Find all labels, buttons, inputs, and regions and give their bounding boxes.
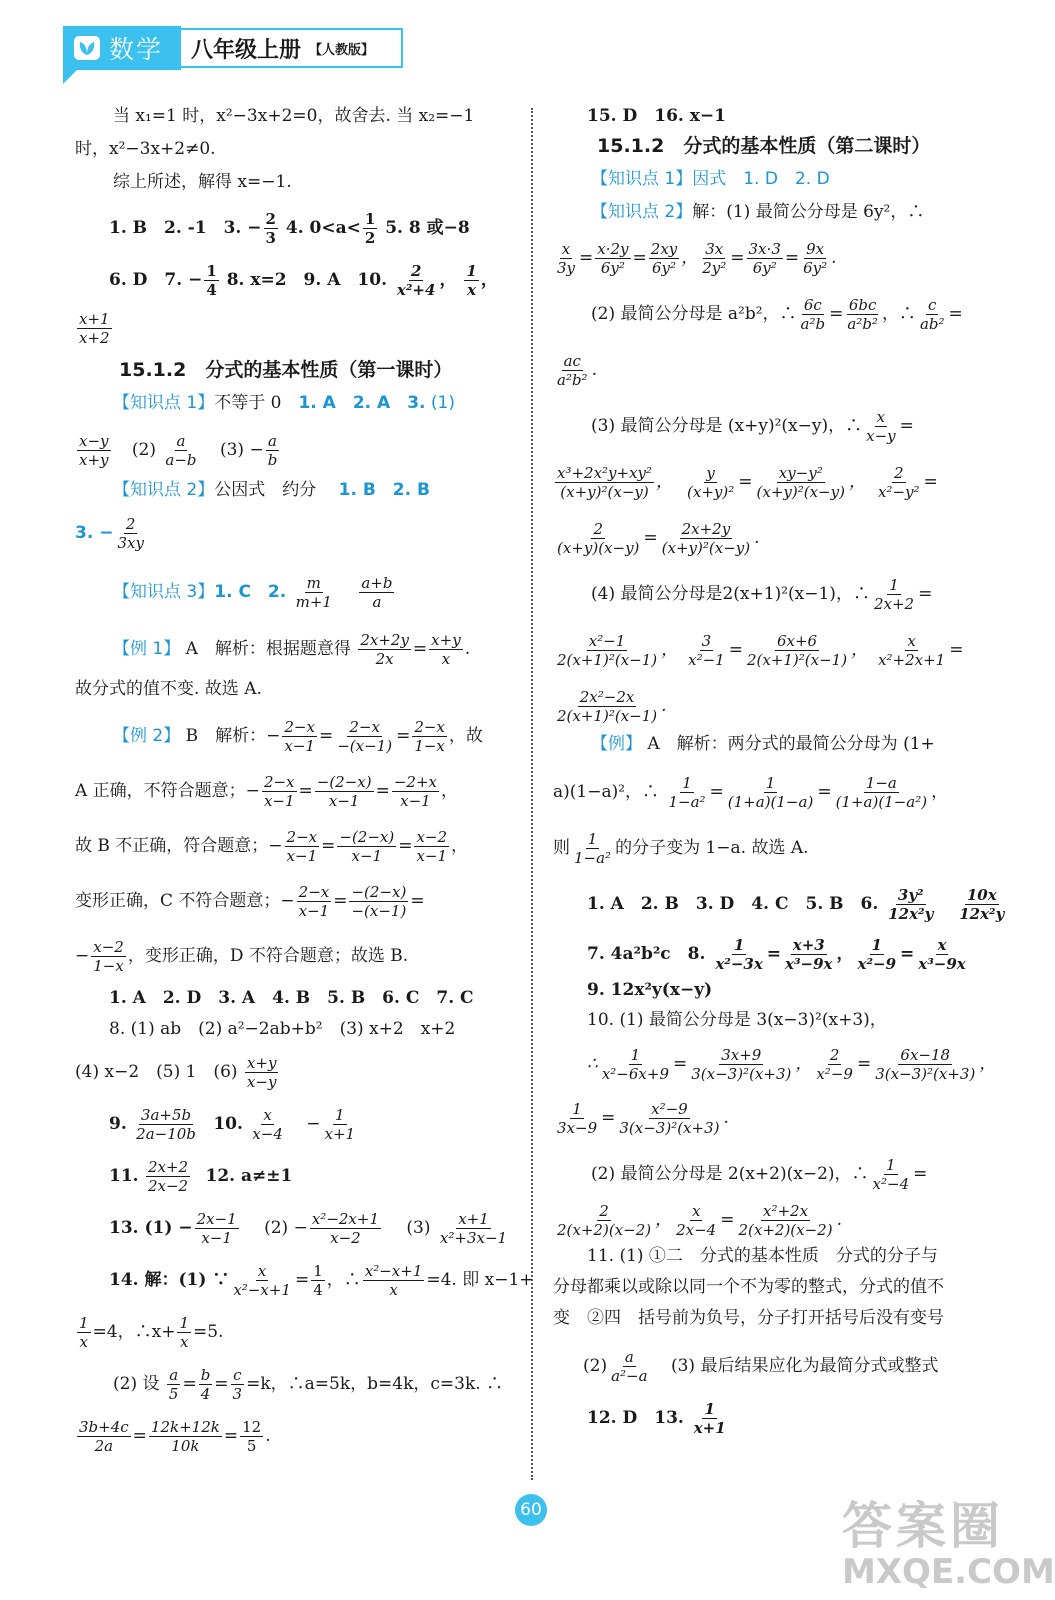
fraction: $\frac{-(2-x)}{-(x-1)}$: [351, 883, 407, 920]
fraction: $\frac{2}{3xy}$: [117, 515, 144, 552]
section-title: 15.1.2 分式的基本性质（第一课时）: [119, 359, 453, 381]
fraction: $\frac{x}{x-4}$: [252, 1106, 283, 1143]
text-line: 时，x²−3x+2≠0.: [75, 139, 216, 159]
text: 10.: [213, 1114, 243, 1134]
fraction: $\frac{12k+12k}{10k}$: [150, 1418, 220, 1455]
watermark-logo: [842, 1486, 1055, 1596]
text: 13. (1) −: [109, 1218, 193, 1238]
answer-line: [109, 1158, 292, 1195]
fraction: $\frac{\text{xy−y²}}{\text{(x+y)²(x−y)}}$: [756, 464, 845, 501]
fraction: $\frac{1}{x}$: [79, 1314, 89, 1351]
fraction: $\frac{2-x}{x-1}$: [284, 718, 315, 755]
answers: 1. A 2. B 3. D 4. C 5. B 6.: [587, 894, 879, 914]
answer-line: [587, 886, 1008, 923]
fraction: $\frac{\text{x²−9}}{\text{3(x−3)²(x+3)}}$: [619, 1100, 720, 1137]
fraction: $\frac{x+3}{\text{x³−9x}}$: [785, 936, 833, 973]
fraction: $\frac{-2+x}{x-1}$: [393, 773, 437, 810]
fraction: $\frac{\text{x²−2x+1}}{x-2}$: [311, 1210, 379, 1247]
answer-line: 9. $\frac{3a+5b}{2a-10b}$ 10. $\frac{x}{x-4}$ − $\frac{1}{x+1}$: [109, 1106, 356, 1143]
watermark-line1: 答案圈: [842, 1497, 1004, 1555]
text: (3) −: [219, 440, 264, 460]
text: A 解析：根据题意得: [185, 639, 351, 659]
fraction: $\frac{2}{3}$: [265, 210, 276, 247]
fraction: $\frac{x\cdot 2y}{\text{6y²}}$: [597, 240, 629, 277]
answer-line: 分母都乘以或除以同一个不为零的整式，分式的值不: [553, 1277, 944, 1297]
example-line: [553, 830, 809, 867]
fraction: $\frac{6x-18}{\text{3(x−3)²(x+3)}}$: [875, 1046, 976, 1083]
answer-line: (2) 设 $\frac{a}{5}$ = $\frac{b}{4}$ = $\frac{c}{3}$ =k，∴a=5k，b=4k，c=3k. ∴: [113, 1366, 504, 1403]
example-line: 【例 2】 B 解析：− $\frac{2-x}{x-1}$ = $\frac{2-x}{-(x-1)}$ = $\frac{2-x}{1-x}$ ，故: [113, 718, 483, 755]
knowledge-point-line: [591, 167, 830, 191]
knowledge-point-line: [591, 200, 924, 224]
fraction: $\frac{x}{\text{x²−x+1}}$: [233, 1262, 291, 1299]
fraction: $\frac{2x+2y}{\text{(x+y)²(x−y)}}$: [661, 520, 751, 557]
answer-line: 15. D 16. x−1: [587, 106, 726, 126]
knowledge-point-line: [113, 574, 396, 611]
fraction: $\frac{c}{3}$: [232, 1366, 243, 1403]
fraction: $\frac{6c}{\text{a²b}}$: [800, 296, 826, 333]
text: 解：(1) 最简公分母是 6y²，∴: [692, 202, 925, 222]
text: 则: [553, 838, 570, 858]
example-line: A 正确，不符合题意；− $\frac{2-x}{x-1}$ = $\frac{-(2-x)}{x-1}$ = $\frac{-2+x}{x-1}$ ，: [75, 773, 458, 810]
answers: (1): [430, 393, 455, 413]
fraction: $\frac{3a+5b}{2a-10b}$: [136, 1106, 196, 1143]
fraction: $\frac{1}{\text{x²−9}}$: [857, 936, 897, 973]
fraction: $\frac{2}{\text{x²+4}}$: [396, 262, 436, 299]
fraction: $\frac{12}{5}$: [242, 1418, 262, 1455]
fraction: $\frac{2}{2(x+2)(x-2)}$: [557, 1202, 652, 1239]
answers: 8. x=2 9. A 10.: [226, 270, 387, 290]
text: a)(1−a)²，∴: [553, 782, 660, 802]
text: (2) 最简公分母是 a²b²，∴: [591, 304, 797, 324]
text: 不等于 0: [214, 393, 299, 413]
fraction: $\frac{x}{\text{x²+2x+1}}$: [878, 632, 946, 669]
page-number: 60: [515, 1494, 547, 1526]
fraction: $\frac{-(2-x)}{x-1}$: [316, 773, 372, 810]
text: =k，∴a=5k，b=4k，c=3k. ∴: [246, 1374, 504, 1394]
knowledge-point-tag: 【知识点 1】: [113, 393, 215, 413]
fraction: $\frac{1}{(1+a)(1-a)}$: [727, 774, 814, 811]
text: (3) 最后结果应化为最简分式或整式: [670, 1356, 939, 1376]
fraction: $\frac{x}{2x-4}$: [676, 1202, 717, 1239]
text-line: 故分式的值不变. 故选 A.: [75, 679, 262, 699]
answer-line: [75, 1054, 280, 1091]
knowledge-point-tag: 【知识点 3】: [113, 582, 215, 602]
math-line: $\frac{\text{x²−1}}{\text{2(x+1)²(x−1)}}$ ， $\frac{3}{\text{x²−1}}$ = $\frac{6x+6}{\text{2(x+1)²(x−1)}}$ ， $\frac{x}{\text{x²+2x+1}}$ =: [557, 632, 964, 669]
answer-line: 7. 4a²b²c 8. $\frac{1}{\text{x²−3x}}$ = $\frac{x+3}{\text{x³−9x}}$ ， $\frac{1}{\text{x²−9}}$ = $\frac{x}{\text{x³−9x}}$: [587, 936, 966, 973]
fraction: $\frac{2}{(x+y)(x-y)}$: [557, 520, 640, 557]
fraction: $\frac{a}{5}$: [168, 1366, 179, 1403]
grade-box: [181, 28, 403, 68]
answer-line: 9. 12x²y(x−y): [587, 980, 713, 1000]
text: 的分子变为 1−a. 故选 A.: [615, 838, 809, 858]
fraction: $\frac{1}{\text{x²−3x}}$: [715, 936, 763, 973]
answers: 1. A 2. A 3.: [298, 393, 426, 413]
fraction: $\frac{1}{\text{x²−6x+9}}$: [601, 1046, 669, 1083]
fraction: $\frac{1}{\text{x²−4}}$: [872, 1156, 910, 1193]
answers: 因式 1. D 2. D: [692, 169, 830, 189]
answers: 1. B 2. B: [338, 480, 430, 500]
answers: 7. 4a²b²c 8.: [587, 944, 706, 964]
answers: 1. B 2. -1 3. −: [109, 218, 262, 238]
fraction: $\frac{a}{a-b}$: [165, 432, 197, 469]
example-tag: 【例 2】: [113, 726, 181, 746]
math-line: $\frac{2}{2(x+2)(x-2)}$ ， $\frac{x}{2x-4}$ = $\frac{\text{x²+2x}}{2(x+2)(x-2)}$ .: [557, 1202, 842, 1239]
text: 变形正确，C 不符合题意；−: [75, 891, 295, 911]
text: 故 B 不正确，符合题意；−: [75, 836, 283, 856]
fraction: $\frac{1}{4}$: [206, 262, 217, 299]
page-header: [63, 26, 403, 70]
math-line: $\frac{2}{(x+y)(x-y)}$ = $\frac{2x+2y}{\text{(x+y)²(x−y)}}$ .: [557, 520, 760, 557]
fraction: $\frac{y}{\text{(x+y)²}}$: [687, 464, 735, 501]
fraction: $\frac{\text{x²−x+1}}{x}$: [364, 1262, 423, 1299]
fraction: $\frac{3b+4c}{2a}$: [79, 1418, 129, 1455]
grade-label: 八年级上册: [191, 37, 302, 63]
fraction: $\frac{a}{\text{a²−a}}$: [611, 1348, 648, 1385]
fraction: $\frac{1}{x+1}$: [693, 1400, 726, 1437]
text: A 解析：两分式的最简公分母为 (1+: [647, 734, 935, 754]
fraction: $\frac{x+1}{\text{x²+3x−1}}$: [439, 1210, 508, 1247]
fraction: $\frac{x}{3y}$: [557, 240, 576, 277]
answers: 1. C 2.: [214, 582, 287, 602]
text: (2) 设: [113, 1374, 160, 1394]
fraction: $\frac{2x-1}{x-1}$: [196, 1210, 237, 1247]
answer-line: [75, 1314, 223, 1351]
answer-line: [583, 1348, 938, 1385]
fraction: $\frac{1}{x+1}$: [324, 1106, 356, 1143]
fraction: $\frac{x-y}{x+y}$: [79, 432, 109, 469]
text: (2) 最简公分母是 2(x+2)(x−2)，∴: [591, 1164, 869, 1184]
answers: 6. D 7. −: [109, 270, 203, 290]
fraction: $\frac{1-a}{\text{(1+a)(1−a²)}}$: [835, 774, 928, 811]
subject-tab: [63, 26, 181, 70]
answer-line: [109, 1210, 511, 1247]
example-line: [591, 732, 935, 756]
answer-line: [75, 310, 114, 347]
text: =4. 即 x−1+: [426, 1270, 534, 1290]
fraction: $\frac{b}{4}$: [200, 1366, 211, 1403]
fraction: $\frac{1}{2}$: [364, 210, 376, 247]
text: =4，∴x+: [92, 1322, 176, 1342]
fraction: $\frac{1}{x}$: [179, 1314, 189, 1351]
fraction: $\frac{\text{3y²}}{\text{12x²y}}$: [888, 886, 934, 923]
fraction: $\frac{3}{\text{x²−1}}$: [688, 632, 725, 669]
fraction: $\frac{2}{\text{x²−9}}$: [816, 1046, 853, 1083]
text: 12. a≠±1: [205, 1166, 293, 1186]
answer-line: 11. (1) ①二 分式的基本性质 分式的分子与: [587, 1246, 938, 1266]
fraction: $\frac{3x}{\text{2y²}}$: [702, 240, 727, 277]
answers: 12. D 13.: [587, 1408, 684, 1428]
fraction: $\frac{3x+9}{\text{3(x−3)²(x+3)}}$: [691, 1046, 792, 1083]
fraction: $\frac{10x}{\text{12x²y}}$: [959, 886, 1005, 923]
text: (2): [131, 440, 157, 460]
fraction: $\frac{m}{m+1}$: [295, 574, 332, 611]
answer-line: $\frac{3b+4c}{2a}$ = $\frac{12k+12k}{10k}$ = $\frac{12}{5}$ .: [79, 1418, 271, 1455]
example-line: 【例 1】 A 解析：根据题意得 $\frac{2x+2y}{2x}$ = $\frac{x+y}{x}$ .: [113, 631, 471, 668]
knowledge-point-line: [113, 391, 455, 415]
fraction: $\frac{2x+2y}{2x}$: [360, 631, 409, 668]
text-line: 当 x₁=1 时，x²−3x+2=0，故舍去. 当 x₂=−1: [113, 106, 475, 126]
fraction: $\frac{2-x}{1-x}$: [414, 718, 445, 755]
example-line: a)(1−a)²，∴ $\frac{1}{\text{1−a²}}$ = $\frac{1}{(1+a)(1-a)}$ = $\frac{1-a}{\text{(1+a)(1−a²)}}$ ，: [553, 774, 949, 811]
text: (4) x−2 (5) 1 (6): [75, 1062, 238, 1082]
subject-label: 数学: [109, 35, 164, 64]
text: =5.: [193, 1322, 224, 1342]
fraction: $\frac{\text{x³+2x²y+xy²}}{\text{(x+y)²(x−y)}}$: [557, 464, 653, 501]
edition-label: 【人教版】: [309, 42, 375, 58]
fraction: $\frac{\text{x²−1}}{\text{2(x+1)²(x−1)}}$: [557, 632, 658, 669]
fraction: $\frac{2x+2}{2x-2}$: [147, 1158, 189, 1195]
fraction: $\frac{x-2}{x-1}$: [416, 828, 448, 865]
fraction: $\frac{1}{4}$: [313, 1262, 323, 1299]
fraction: $\frac{6bc}{\text{a²b²}}$: [847, 296, 878, 333]
example-line: 变形正确，C 不符合题意；− $\frac{2-x}{x-1}$ = $\frac{-(2-x)}{-(x-1)}$ =: [75, 883, 425, 920]
fraction: $\frac{1}{3x-9}$: [557, 1100, 598, 1137]
math-line: (2) 最简公分母是 2(x+2)(x−2)，∴ $\frac{1}{\text{x²−4}}$ =: [591, 1156, 928, 1193]
math-line: (3) 最简公分母是 (x+y)²(x−y)，∴ $\frac{x}{x-y}$ =: [591, 408, 914, 445]
watermark-line2: MXQE.COM: [842, 1552, 1055, 1592]
text: B 解析：−: [185, 726, 281, 746]
fraction: $\frac{1}{\text{1−a²}}$: [574, 830, 612, 867]
answer-line: 10. (1) 最简公分母是 3(x−3)²(x+3)，: [587, 1010, 887, 1030]
text: 11.: [109, 1166, 139, 1186]
fraction: $\frac{a+b}{a}$: [361, 574, 393, 611]
text-line: 综上所述，解得 x=−1.: [113, 172, 292, 192]
math-line: $\frac{\text{2x²−2x}}{\text{2(x+1)²(x−1)}}$ .: [557, 688, 667, 725]
text: ，变形正确，D 不符合题意；故选 B.: [127, 946, 409, 966]
text: ，∴: [326, 1270, 361, 1290]
fraction: $\frac{-(2-x)}{x-1}$: [339, 828, 395, 865]
answer-line: 6. D 7. − $\frac{1}{4}$ 8. x=2 9. A 10. $\frac{2}{\text{x²+4}}$ ， $\frac{1}{x}$ ，: [109, 262, 498, 299]
text: (3): [406, 1218, 431, 1238]
fraction: $\frac{x+y}{x}$: [431, 631, 461, 668]
text: (4) 最简公分母是2(x+1)²(x−1)，∴: [591, 584, 870, 604]
fraction: $\frac{9x}{\text{6y²}}$: [803, 240, 828, 277]
answer-line: 8. (1) ab (2) a²−2ab+b² (3) x+2 x+2: [109, 1019, 456, 1039]
fraction: $\frac{c}{\text{ab²}}$: [919, 296, 945, 333]
example-tag: 【例 1】: [113, 639, 181, 659]
answers: 3. −: [75, 523, 114, 543]
knowledge-point-line: [113, 478, 430, 502]
knowledge-point-tag: 【知识点 2】: [113, 480, 215, 500]
fraction: $\frac{x+y}{x-y}$: [246, 1054, 277, 1091]
knowledge-point-tag: 【知识点 2】: [591, 202, 693, 222]
math-line: $\frac{1}{3x-9}$ = $\frac{\text{x²−9}}{\text{3(x−3)²(x+3)}}$ .: [557, 1100, 729, 1137]
text: (2): [583, 1356, 608, 1376]
fraction: $\frac{6x+6}{\text{2(x+1)²(x−1)}}$: [746, 632, 848, 669]
fraction: $\frac{2-x}{x-1}$: [286, 828, 318, 865]
fraction: $\frac{2-x}{x-1}$: [263, 773, 295, 810]
math-line: (4) 最简公分母是2(x+1)²(x−1)，∴ $\frac{1}{2x+2}$ =: [591, 576, 933, 613]
fraction: $\frac{1}{\text{1−a²}}$: [668, 774, 706, 811]
fraction: $\frac{\text{2x²−2x}}{\text{2(x+1)²(x−1)}}$: [557, 688, 658, 725]
fraction: $\frac{1}{x}$: [466, 262, 477, 299]
text: 9.: [109, 1114, 127, 1134]
answer-line: 变 ②四 括号前为负号，分子打开括号后没有变号: [553, 1308, 944, 1328]
fraction: $\frac{2xy}{\text{6y²}}$: [650, 240, 678, 277]
text: ，故: [448, 726, 483, 746]
answers: 5. 8 或−8: [385, 218, 470, 238]
text: 公因式 约分: [214, 480, 334, 500]
fraction: $\frac{a}{b}$: [267, 432, 278, 469]
math-line: $\frac{x}{3y}$ = $\frac{x\cdot 2y}{\text{6y²}}$ = $\frac{2xy}{\text{6y²}}$ ， $\frac{3x}{\text{2y²}}$ = $\frac{3x\cdot 3}{\text{6y²}}$ = $\frac{9x}{\text{6y²}}$ .: [557, 240, 837, 277]
fraction: $\frac{3x\cdot 3}{\text{6y²}}$: [748, 240, 781, 277]
fraction: $\frac{ac}{\text{a²b²}}$: [557, 352, 588, 389]
math-line: $\frac{\text{x³+2x²y+xy²}}{\text{(x+y)²(x−y)}}$ ， $\frac{y}{\text{(x+y)²}}$ = $\frac{\text{xy−y²}}{\text{(x+y)²(x−y)}}$ ， $\frac{2}{\text{x²−y²}}$ =: [557, 464, 938, 501]
text: (3) 最简公分母是 (x+y)²(x−y)，∴: [591, 416, 863, 436]
knowledge-point-tag: 【知识点 1】: [591, 169, 693, 189]
answers: 4. 0<a<: [285, 218, 361, 238]
section-title: 15.1.2 分式的基本性质（第二课时）: [597, 135, 931, 157]
answer-line: [75, 515, 148, 552]
book-leaf-icon: [73, 35, 101, 61]
math-line: ∴ $\frac{1}{\text{x²−6x+9}}$ = $\frac{3x+9}{\text{3(x−3)²(x+3)}}$ ， $\frac{2}{\text{x²−9}}$ = $\frac{6x-18}{\text{3(x−3)²(x+3)}}$ ，: [587, 1046, 997, 1083]
fraction: $\frac{x-2}{1-x}$: [93, 938, 124, 975]
text: (2) −: [264, 1218, 308, 1238]
example-line: 故 B 不正确，符合题意；− $\frac{2-x}{x-1}$ = $\frac{-(2-x)}{x-1}$ = $\frac{x-2}{x-1}$ ，: [75, 828, 469, 865]
answer-line: [75, 432, 281, 469]
math-line: (2) 最简公分母是 a²b²，∴ $\frac{6c}{\text{a²b}}$ = $\frac{6bc}{\text{a²b²}}$ ，∴ $\frac{c}{\text{ab²}}$ =: [591, 296, 963, 333]
math-line: $\frac{ac}{\text{a²b²}}$ .: [557, 352, 597, 389]
fraction: $\frac{x+1}{x+2}$: [79, 310, 110, 347]
text: A 正确，不符合题意；−: [75, 781, 260, 801]
answer-line: [587, 1400, 730, 1437]
answer-line: [109, 210, 470, 247]
example-tag: 【例】: [591, 734, 642, 754]
fraction: $\frac{\text{x²+2x}}{2(x+2)(x-2)}$: [738, 1202, 833, 1239]
fraction: $\frac{x}{x-y}$: [866, 408, 896, 445]
fraction: $\frac{2-x}{x-1}$: [298, 883, 330, 920]
fraction: $\frac{2-x}{-(x-1)}$: [337, 718, 393, 755]
fraction: $\frac{2}{\text{x²−y²}}$: [877, 464, 920, 501]
answer-line: 14. 解：(1) ∵ $\frac{x}{\text{x²−x+1}}$ = $\frac{1}{4}$ ，∴ $\frac{\text{x²−x+1}}{x}$ =4. 即 x−1+: [109, 1262, 534, 1299]
example-line: − $\frac{x-2}{1-x}$ ，变形正确，D 不符合题意；故选 B.: [75, 938, 409, 975]
fraction: $\frac{x}{\text{x³−9x}}$: [918, 936, 966, 973]
answer-line: 1. A 2. D 3. A 4. B 5. B 6. C 7. C: [109, 988, 474, 1008]
fraction: $\frac{1}{2x+2}$: [873, 576, 915, 613]
text: 14. 解：(1) ∵: [109, 1270, 230, 1290]
